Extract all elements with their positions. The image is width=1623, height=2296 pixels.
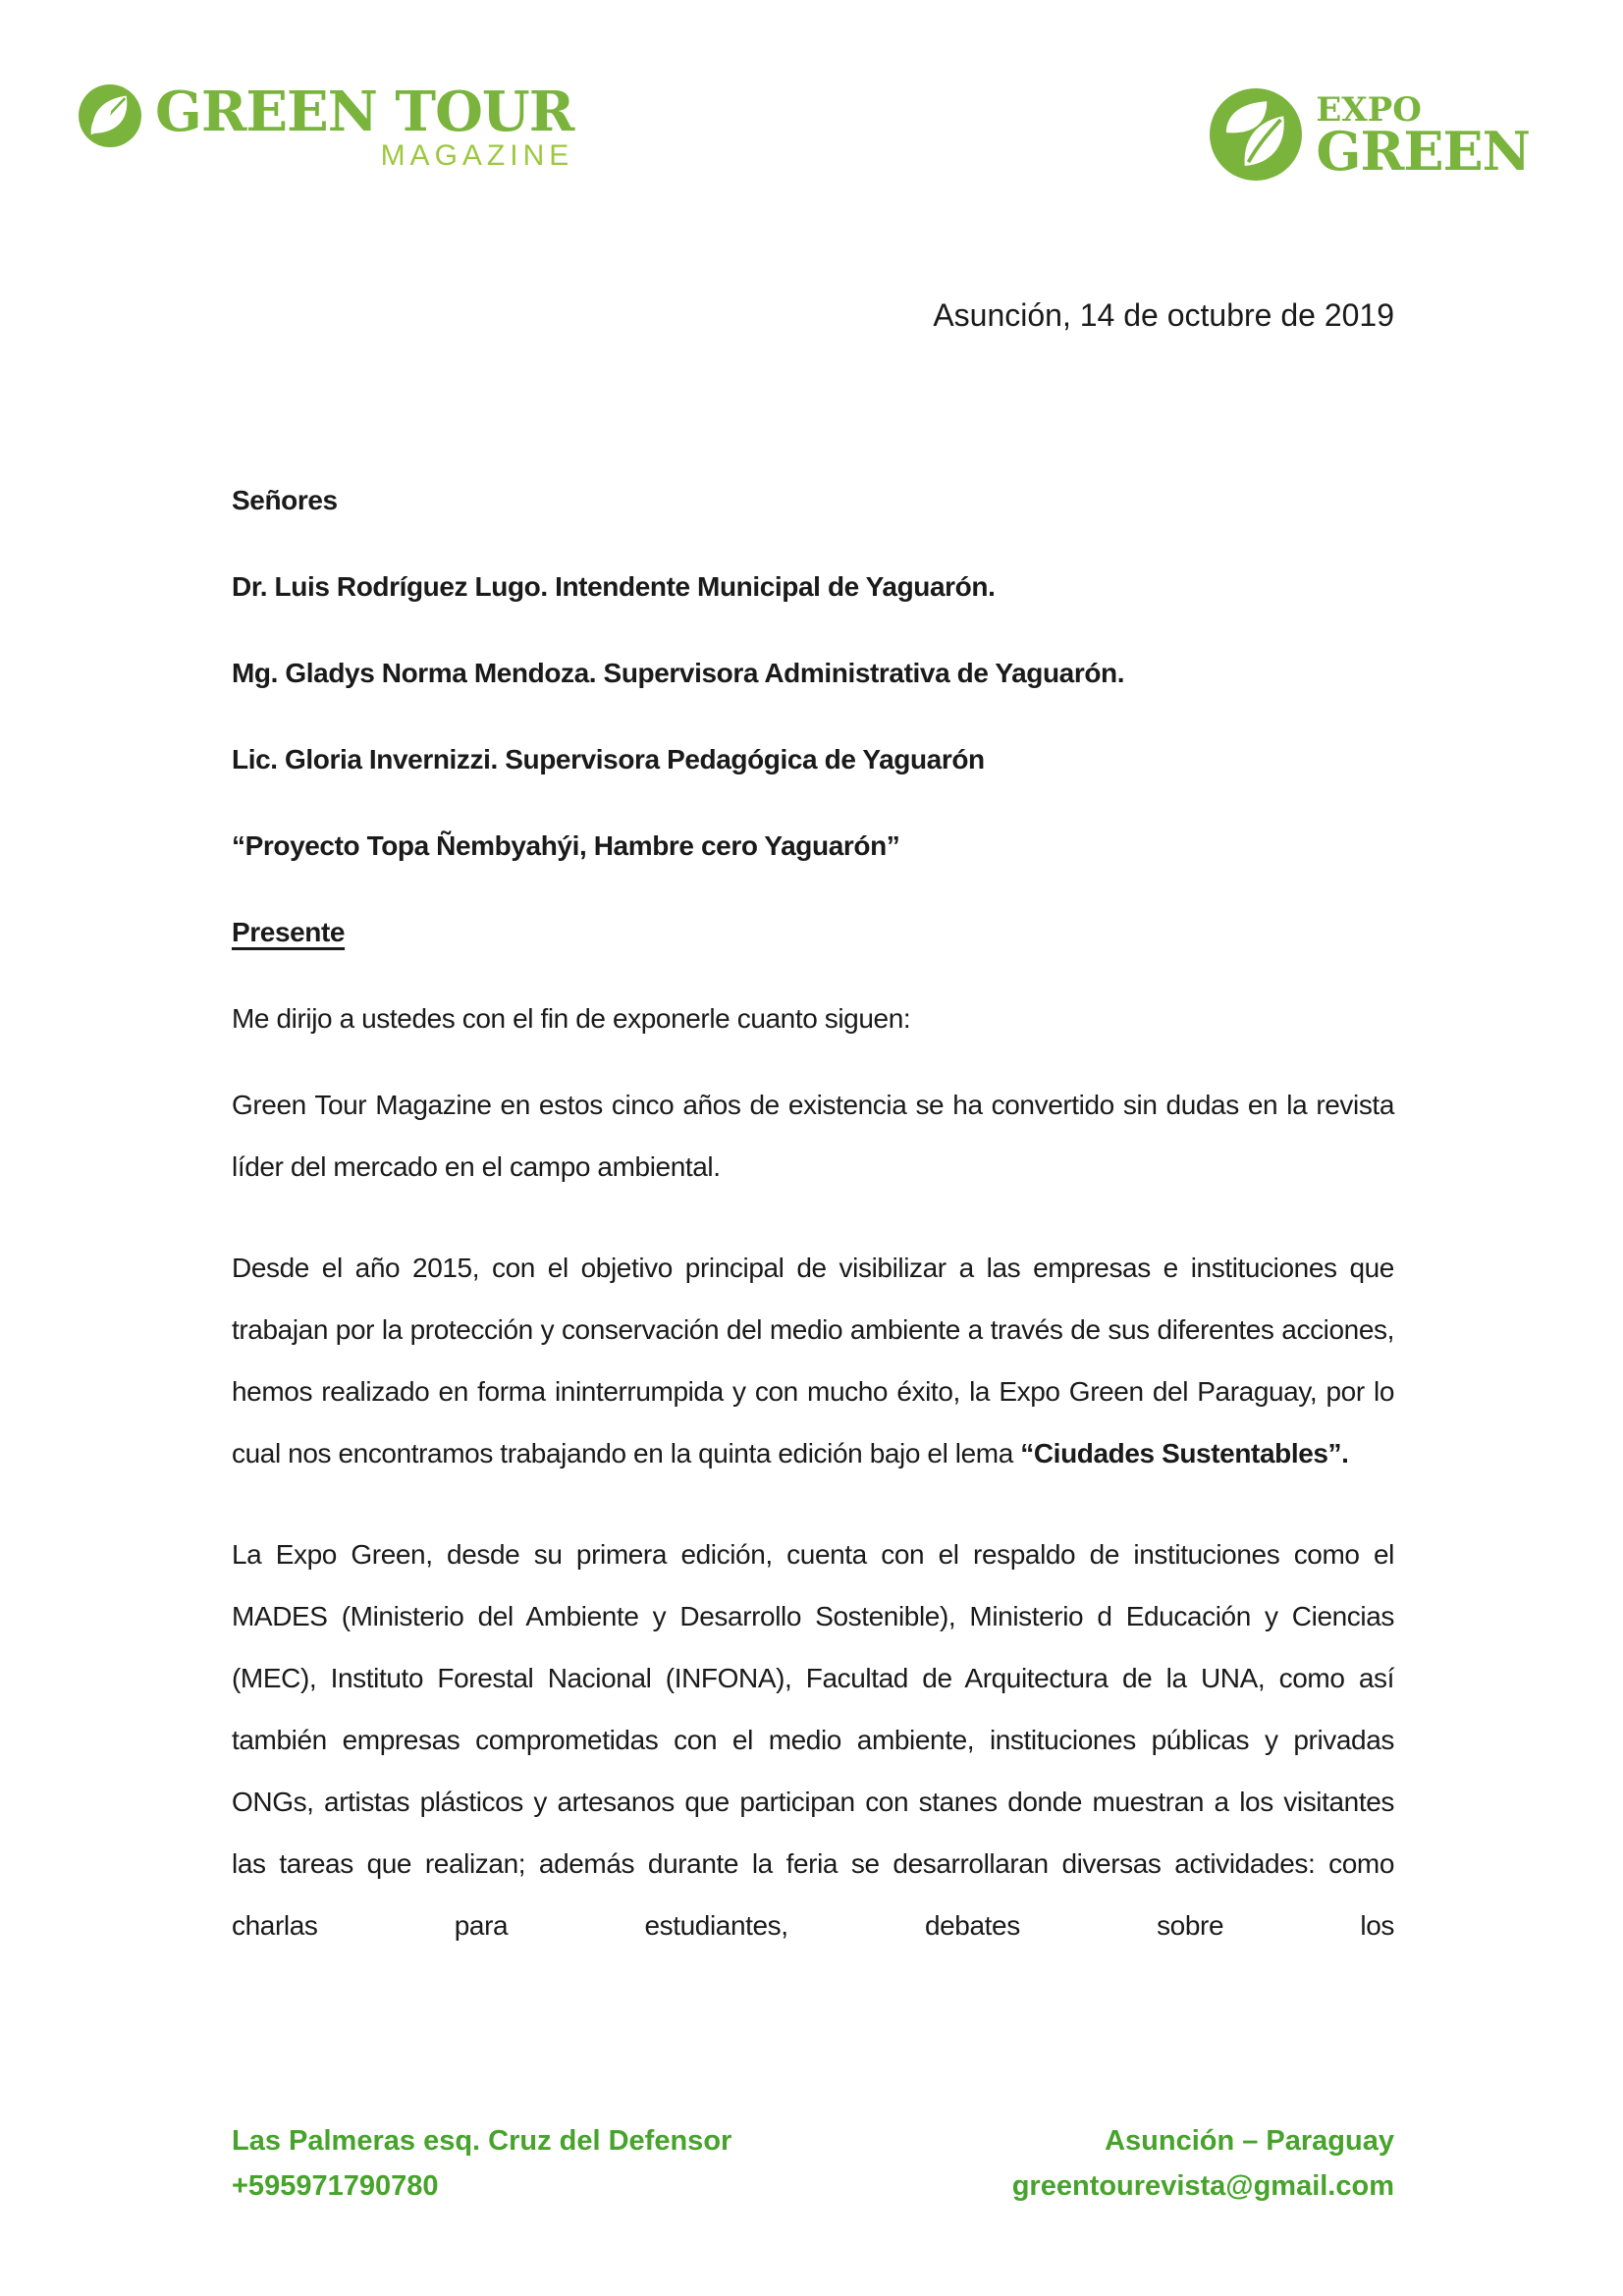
green-tour-title: GREEN TOUR <box>155 80 574 144</box>
green-tour-logo <box>79 80 574 173</box>
letterhead <box>79 80 1530 183</box>
expo-green-logo-text <box>1316 90 1530 183</box>
footer-address: Las Palmeras esq. Cruz del Defensor <box>232 2125 732 2157</box>
intro-paragraph: Me dirijo a ustedes con el fin de exponerle cuanto siguen: <box>232 1003 911 1034</box>
expo-green-line2: GREEN <box>1316 120 1530 183</box>
footer-email: greentourevista@gmail.com <box>1011 2170 1394 2202</box>
footer-phone: +595971790780 <box>232 2170 439 2202</box>
footer-right <box>1012 2118 1394 2209</box>
paragraph-2-slogan: “Ciudades Sustentables”. <box>1020 1438 1349 1468</box>
green-tour-logo-text <box>155 80 574 173</box>
leaf-circle-icon <box>79 84 141 147</box>
footer-left <box>232 2118 731 2209</box>
green-tour-subtitle: MAGAZINE <box>380 139 574 172</box>
leaf-circle-icon <box>1210 88 1302 181</box>
project-line: “Proyecto Topa Ñembyahýi, Hambre cero Yaguarón” <box>232 830 900 861</box>
recipient-line-1: Dr. Luis Rodríguez Lugo. Intendente Municipal de Yaguarón. <box>232 571 996 602</box>
paragraph-2-text: Desde el año 2015, con el objetivo principal de visibilizar a las empresas e instituciones que trabajan por la protección y conservación del medio ambiente a través de sus diferentes acciones, hemos realizado en forma ininterrumpida y con mucho éxito, la Expo Green del Paraguay, por lo cual nos encontramos trabajando en la quinta edición bajo el lema <box>232 1253 1394 1468</box>
paragraph-3: La Expo Green, desde su primera edición, cuenta con el respaldo de instituciones como el MADES (Ministerio del Ambiente y Desarrollo Sostenible), Ministerio d Educación y Ciencias (MEC), Instituto Forestal Nacional (INFONA), Facultad de Arquitectura de la UNA, como así también empresas comprometidas con el medio ambiente, instituciones públicas y privadas ONGs, artistas plásticos y artesanos que participan con stanes donde muestran a los visitantes las tareas que realizan; además durante la feria se desarrollaran diversas actividades: como charlas para estudiantes, debates sobre los <box>232 1539 1394 1941</box>
letter-body <box>232 469 1394 1981</box>
expo-green-line1: EXPO <box>1316 90 1422 130</box>
recipient-line-3: Lic. Gloria Invernizzi. Supervisora Pedagógica de Yaguarón <box>232 744 985 774</box>
footer-city: Asunción – Paraguay <box>1105 2125 1394 2157</box>
paragraph-2 <box>232 1237 1394 1484</box>
date-line: Asunción, 14 de octubre de 2019 <box>933 297 1394 333</box>
recipient-salutation: Señores <box>232 485 338 515</box>
presente-heading: Presente <box>232 917 346 947</box>
expo-green-logo <box>1210 88 1530 181</box>
recipient-line-2: Mg. Gladys Norma Mendoza. Supervisora Administrativa de Yaguarón. <box>232 658 1125 688</box>
letter-footer <box>232 2118 1394 2209</box>
paragraph-1: Green Tour Magazine en estos cinco años de existencia se ha convertido sin dudas en la revista líder del mercado en el campo ambiental. <box>232 1090 1394 1182</box>
